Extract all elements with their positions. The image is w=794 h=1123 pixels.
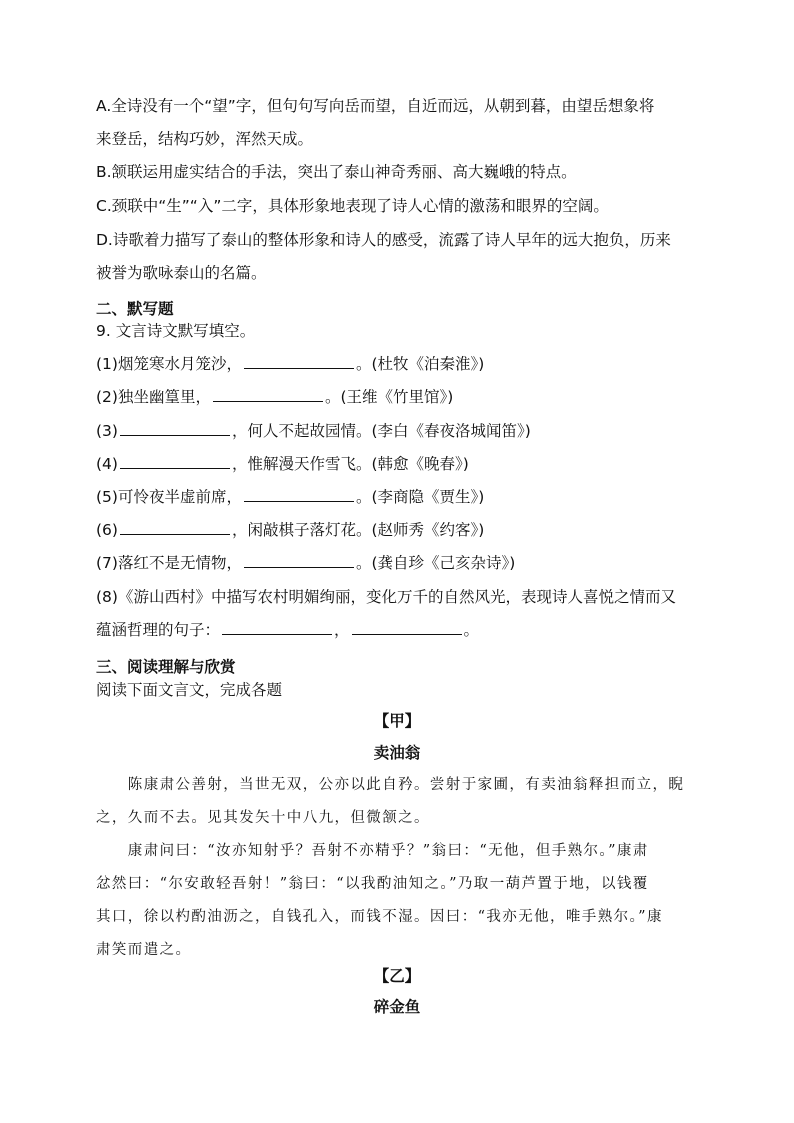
item-1-text: (1)烟笼寒水月笼沙， [96, 355, 242, 373]
option-c: C.颈联中“生”“入”二字，具体形象地表现了诗人心情的激荡和眼界的空阔。 [96, 197, 609, 215]
passage-jia-label: 【甲】 [373, 712, 421, 730]
answer-blank-4[interactable] [120, 454, 230, 469]
item-3-number: (3) [96, 422, 118, 440]
passage-jia-p2-line-3: 其口，徐以杓酌油沥之，自钱孔入，而钱不湿。因曰：“我亦无他，唯手熟尔。”康 [96, 909, 663, 925]
item-2-source: 。(王维《竹里馆》) [324, 388, 454, 406]
passage-yi-label: 【乙】 [373, 967, 421, 985]
option-b: B.颔联运用虚实结合的手法，突出了泰山神奇秀丽、高大巍峨的特点。 [96, 163, 577, 181]
answer-blank-5[interactable] [244, 487, 354, 502]
passage-jia-p1-line-2: 之，久而不去。见其发矢十中八九，但微颔之。 [96, 810, 430, 826]
fill-item-7 [96, 552, 515, 574]
fill-item-5 [96, 486, 484, 508]
passage-jia-title: 卖油翁 [373, 744, 421, 762]
item-3-text: ，何人不起故园情。(李白《春夜洛城闻笛》) [231, 422, 531, 440]
answer-blank-6[interactable] [120, 520, 230, 535]
item-1-source: 。(杜牧《泊秦淮》) [355, 355, 485, 373]
fill-item-6 [96, 519, 484, 541]
passage-jia-p2-line-4: 肃笑而遣之。 [96, 942, 192, 958]
item-7-source: 。(龚自珍《己亥杂诗》) [355, 554, 516, 572]
section-2-title: 二、默写题 [96, 300, 174, 318]
answer-blank-1[interactable] [244, 354, 354, 369]
fill-item-2 [96, 386, 453, 408]
option-d-line-2: 被誉为歌咏泰山的名篇。 [96, 264, 267, 282]
fill-item-8-line-2 [96, 619, 479, 641]
passage-jia-p2-line-1: 康肃问曰：“汝亦知射乎？吾射不亦精乎？”翁曰：“无他，但手熟尔。”康肃 [96, 843, 649, 859]
answer-blank-3[interactable] [120, 421, 230, 436]
item-4-text: ，惟解漫天作雪飞。(韩愈《晚春》) [231, 455, 469, 473]
item-5-source: 。(李商隐《贾生》) [355, 488, 485, 506]
passage-jia-p1-line-1: 陈康肃公善射，当世无双，公亦以此自矜。尝射于家圃，有卖油翁释担而立，睨 [96, 777, 685, 793]
fill-item-4 [96, 453, 469, 475]
reading-instruction: 阅读下面文言文，完成各题 [96, 681, 283, 699]
passage-jia-p2-line-2: 忿然曰：“尔安敢轻吾射！”翁曰：“以我酌油知之。”乃取一葫芦置于地，以钱覆 [96, 876, 649, 892]
passage-yi-title: 碎金鱼 [373, 998, 421, 1016]
question-9: 9. 文言诗文默写填空。 [96, 322, 256, 340]
item-8-text: 蕴涵哲理的句子： [96, 621, 221, 639]
fill-item-8-line-1: (8)《游山西村》中描写农村明媚绚丽，变化万千的自然风光，表现诗人喜悦之情而又 [96, 588, 676, 606]
section-3-title: 三、阅读理解与欣赏 [96, 658, 236, 676]
item-4-number: (4) [96, 455, 118, 473]
answer-blank-7[interactable] [244, 553, 354, 568]
item-8-comma: ， [334, 621, 350, 639]
answer-blank-8b[interactable] [352, 620, 462, 635]
item-5-text: (5)可怜夜半虚前席， [96, 488, 242, 506]
item-6-number: (6) [96, 521, 118, 539]
item-8-period: 。 [463, 621, 480, 639]
fill-item-3 [96, 420, 531, 442]
option-d-line-1: D.诗歌着力描写了泰山的整体形象和诗人的感受，流露了诗人早年的远大抱负，历来 [96, 231, 671, 249]
answer-blank-2[interactable] [213, 387, 323, 402]
option-a-line-2: 来登岳，结构巧妙，浑然天成。 [96, 130, 314, 148]
option-a-line-1: A.全诗没有一个“望”字，但句句写向岳而望，自近而远，从朝到暮，由望岳想象将 [96, 97, 655, 115]
item-7-text: (7)落红不是无情物， [96, 554, 242, 572]
item-2-text: (2)独坐幽篁里， [96, 388, 211, 406]
fill-item-1 [96, 353, 484, 375]
answer-blank-8a[interactable] [222, 620, 332, 635]
item-6-text: ，闲敲棋子落灯花。(赵师秀《约客》) [231, 521, 485, 539]
